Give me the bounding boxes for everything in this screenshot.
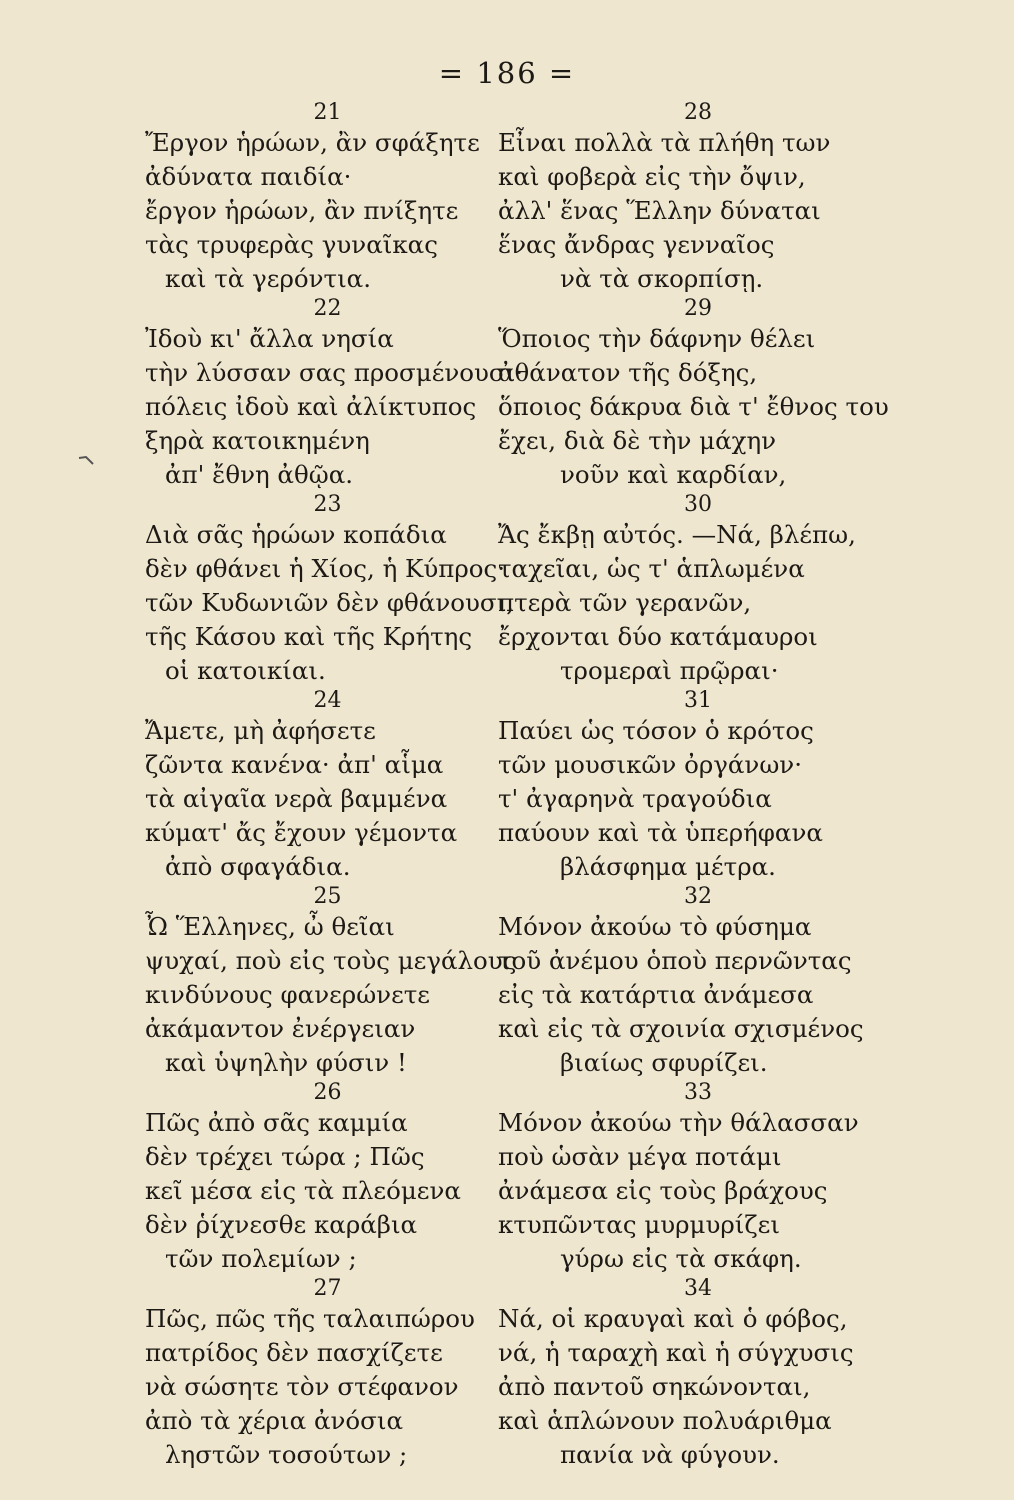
left-column [145, 100, 524, 1472]
verse-line: τῶν Κυδωνιῶν δὲν φθάνουσι, [145, 588, 514, 617]
verse-line: ἔρχονται δύο κατάμαυροι [498, 622, 818, 651]
verse-line: ταχεῖαι, ὡς τ' ἁπλωμένα [498, 554, 805, 583]
stanza-number: 23 [313, 492, 342, 517]
stanza-number: 25 [313, 884, 342, 909]
verse-line: ἔχει, διὰ δὲ τὴν μάχην [498, 426, 777, 455]
stanza-number: 33 [684, 1080, 712, 1105]
verse-line: πατρίδος δὲν πασχίζετε [145, 1338, 443, 1367]
verse-line: ἕνας ἄνδρας γενναῖος [498, 230, 775, 259]
verse-line: γύρω εἰς τὰ σκάφη. [560, 1244, 802, 1273]
verse-line: καὶ εἰς τὰ σχοινία σχισμένος [498, 1014, 864, 1043]
verse-line: κύματ' ἄς ἔχουν γέμοντα [145, 818, 458, 847]
verse-line: Πῶς ἀπὸ σᾶς καμμία [145, 1108, 408, 1137]
verse-line: κτυπῶντας μυρμυρίζει [498, 1210, 780, 1239]
stanza-number: 22 [313, 296, 342, 321]
verse-line: κινδύνους φανερώνετε [145, 980, 431, 1009]
stanza-number: 24 [313, 688, 342, 713]
stanza-number: 26 [313, 1080, 342, 1105]
verse-line: Νά, οἱ κραυγαὶ καὶ ὁ φόβος, [498, 1304, 848, 1333]
verse-line: ἀπὸ τὰ χέρια ἀνόσια [145, 1406, 404, 1435]
verse-line: βλάσφημα μέτρα. [560, 852, 776, 881]
verse-line: ζῶντα κανένα· ἀπ' αἷμα [145, 750, 444, 779]
stanza-number: 32 [684, 884, 712, 909]
verse-line: βιαίως σφυρίζει. [560, 1048, 768, 1077]
verse-line: νά, ἡ ταραχὴ καὶ ἡ σύγχυσις [498, 1338, 854, 1367]
verse-line: ἀνάμεσα εἰς τοὺς βράχους [498, 1176, 828, 1205]
verse-line: νὰ τὰ σκορπίσῃ. [560, 264, 764, 293]
verse-line: ἀπὸ σφαγάδια. [165, 852, 351, 881]
verse-line: Εἶναι πολλὰ τὰ πλήθη των [498, 128, 831, 157]
right-column [498, 100, 889, 1472]
verse-line: τὴν λύσσαν σας προσμένουσι· [145, 358, 524, 387]
verse-line: τοῦ ἀνέμου ὁποὺ περνῶντας [498, 946, 852, 975]
margin-mark-icon [78, 452, 94, 464]
verse-line: Μόνον ἀκούω τὴν θάλασσαν [498, 1108, 859, 1137]
verse-line: δὲν τρέχει τώρα ; Πῶς [145, 1142, 425, 1171]
verse-line: Ἄς ἔκβῃ αὐτός. —Νά, βλέπω, [498, 520, 856, 549]
verse-line: ποὺ ὡσὰν μέγα ποτάμι [498, 1142, 782, 1171]
verse-line: Ἔργον ἡρώων, ἂν σφάξητε [145, 128, 480, 157]
verse-line: ἀκάμαντον ἐνέργειαν [145, 1014, 416, 1043]
verse-line: ἀπὸ παντοῦ σηκώνονται, [498, 1372, 811, 1401]
verse-line: ἀδύνατα παιδία· [145, 162, 352, 191]
verse-line: δὲν φθάνει ἡ Χίος, ἡ Κύπρος· [145, 554, 505, 583]
stanza-number: 27 [313, 1276, 342, 1301]
verse-line: τρομεραὶ πρῷραι· [560, 656, 779, 685]
verse-line: Ὦ Ἕλληνες, ὦ θεῖαι [145, 912, 395, 941]
verse-line: ἀθάνατον τῆς δόξης, [498, 358, 758, 387]
verse-line: πανία νὰ φύγουν. [560, 1440, 780, 1469]
verse-line: πόλεις ἰδοὺ καὶ ἀλίκτυπος [145, 392, 477, 421]
stanza-number: 30 [684, 492, 712, 517]
page-number: = 186 = [438, 56, 576, 90]
verse-line: ληστῶν τοσούτων ; [165, 1440, 408, 1469]
verse-line: Ἄμετε, μὴ ἀφήσετε [145, 716, 376, 745]
verse-line: εἰς τὰ κατάρτια ἀνάμεσα [498, 980, 814, 1009]
verse-line: ἀπ' ἔθνη ἀθῷα. [165, 460, 354, 489]
verse-line: ἔργον ἡρώων, ἂν πνίξητε [145, 196, 459, 225]
verse-line: τὰ αἰγαῖα νερὰ βαμμένα [145, 784, 448, 813]
verse-line: τὰς τρυφερὰς γυναῖκας [145, 230, 438, 259]
verse-line: Πῶς, πῶς τῆς ταλαιπώρου [145, 1304, 475, 1333]
verse-line: δὲν ῥίχνεσθε καράβια [145, 1210, 418, 1239]
verse-line: τῆς Κάσου καὶ τῆς Κρήτης [145, 622, 473, 651]
verse-line: οἱ κατοικίαι. [165, 656, 326, 685]
verse-line: καὶ ἁπλώνουν πολυάριθμα [498, 1406, 832, 1435]
verse-line: ψυχαί, ποὺ εἰς τοὺς μεγάλους [145, 946, 517, 975]
stanza-number: 31 [684, 688, 712, 713]
verse-line: καὶ φοβερὰ εἰς τὴν ὄψιν, [498, 162, 806, 191]
verse-line: πτερὰ τῶν γερανῶν, [498, 588, 752, 617]
verse-line: Διὰ σᾶς ἡρώων κοπάδια [145, 520, 447, 549]
verse-line: καὶ ὑψηλὴν φύσιν ! [165, 1048, 407, 1077]
verse-line: τῶν πολεμίων ; [165, 1244, 357, 1273]
verse-line: Ὅποιος τὴν δάφνην θέλει [498, 324, 816, 353]
verse-line: νοῦν καὶ καρδίαν, [560, 460, 787, 489]
verse-line: παύουν καὶ τὰ ὑπερήφανα [498, 818, 823, 847]
verse-line: ὅποιος δάκρυα διὰ τ' ἔθνος του [498, 392, 889, 421]
verse-line: καὶ τὰ γερόντια. [165, 264, 372, 293]
verse-line: Παύει ὡς τόσον ὁ κρότος [498, 716, 814, 745]
verse-line: κεῖ μέσα εἰς τὰ πλεόμενα [145, 1176, 461, 1205]
verse-line: τῶν μουσικῶν ὀργάνων· [498, 750, 802, 779]
verse-line: νὰ σώσητε τὸν στέφανον [145, 1372, 459, 1401]
stanza-number: 34 [684, 1276, 712, 1301]
verse-line: τ' ἀγαρηνὰ τραγούδια [498, 784, 772, 813]
verse-line: Ἰδοὺ κι' ἄλλα νησία [145, 324, 394, 353]
verse-line: ἀλλ' ἕνας Ἕλλην δύναται [498, 196, 821, 225]
stanza-number: 29 [684, 296, 712, 321]
verse-line: ξηρὰ κατοικημένη [145, 426, 370, 455]
stanza-number: 21 [313, 100, 342, 125]
verse-line: Μόνον ἀκούω τὸ φύσημα [498, 912, 812, 941]
stanza-number: 28 [684, 100, 712, 125]
